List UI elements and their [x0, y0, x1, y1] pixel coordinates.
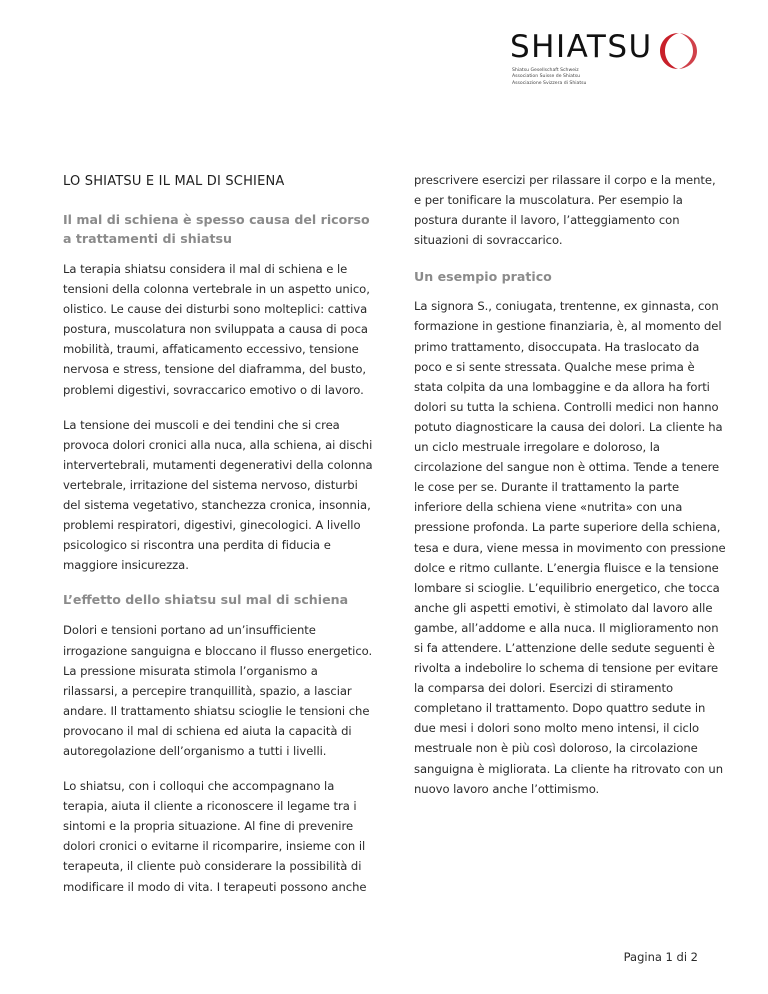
paragraph: La signora S., coniugata, trentenne, ex ginnasta, con formazione in gestione finanziaria, è, al momento del primo trattamento, disoccupata. Ha traslocato da poco e si sente stressata. Qualche mese prima è stata colpita da una lombaggine e da allora ha forti dolori su tutta la schiena. Controlli medici non hanno potuto diagnosticare la causa dei dolori. La cliente ha un ciclo mestruale irregolare e doloroso, la circolazione del sangue non è ottima. Tende a tenere le cose per se. Durante il trattamento la parte inferiore della schiena viene «nutrita» con una pressione profonda. La parte superiore della schiena, tesa e dura, viene messa in movimento con pressione dolce e ritmo cullante. L’energia fluisce e la tensione lombare si scioglie. L’equilibrio energetico, che tocca anche gli aspetti emotivi, è stimolato dal lavoro alle gambe, all’addome e alla nuca. Il miglioramento non si fa attendere. L’attenzione delle sedute seguenti è rivolta a indebolire lo schema di tensione per evitare la comparsa dei dolori. Esercizi di stiramento completano il trattamento. Dopo quattro sedute in due mesi i dolori sono molto meno intensi, il ciclo mestruale non è più così doloroso, la circolazione sanguigna è migliorata. La cliente ha ritrovato con un nuovo lavoro anche l’ottimismo. — [414, 299, 726, 796]
section-heading: Il mal di schiena è spesso causa del ricorso a trattamenti di shiatsu — [63, 212, 370, 246]
logo-subtitle — [512, 68, 586, 87]
page-number: Pagina 1 di 2 — [623, 950, 698, 964]
right-column — [414, 170, 726, 816]
paragraph: La tensione dei muscoli e dei tendini che si crea provoca dolori cronici alla nuca, alla schiena, ai dischi intervertebrali, mutamenti degenerativi della colonna vertebrale, irritazione del sistema nervoso, disturbi del sistema vegetativo, stanchezza cronica, insonnia, problemi respiratori, digestivi, ginecologici. A livello psicologico si riscontra una perdita di fiducia e maggiore insicurezza. — [63, 417, 373, 573]
paragraph: prescrivere esercizi per rilassare il corpo e la mente, e per tonificare la muscolatura. Per esempio la postura durante il lavoro, l’atteggiamento con situazioni di sovraccarico. — [414, 173, 716, 248]
logo — [510, 30, 720, 94]
section-heading: L’effetto dello shiatsu sul mal di schiena — [63, 592, 349, 608]
logo-wordmark: SHIATSU — [510, 29, 653, 65]
logo-line: Shiatsu Gesellschaft Schweiz — [512, 68, 579, 73]
logo-circle-icon — [656, 30, 702, 72]
document-title: LO SHIATSU E IL MAL DI SCHIENA — [63, 174, 285, 189]
paragraph: Lo shiatsu, con i colloqui che accompagnano la terapia, aiuta il cliente a riconoscere il legame tra i sintomi e la propria situazione. Al fine di prevenire dolori cronici o evitarne il ricomparire, insieme con il terapeuta, il cliente può considerare la possibilità di modificare il modo di vita. I terapeuti possono anche — [63, 779, 367, 894]
paragraph: La terapia shiatsu considera il mal di schiena e le tensioni della colonna vertebrale in un aspetto unico, olistico. Le cause dei disturbi sono molteplici: cattiva postura, muscolatura non sviluppata a causa di poca mobilità, traumi, affaticamento eccessivo, tensione nervosa e stress, tensione del diaframma, del busto, problemi digestivi, sovraccarico emotivo o di lavoro. — [63, 262, 370, 397]
logo-line: Association Suisse de Shiatsu — [512, 74, 581, 80]
section-heading: Un esempio pratico — [414, 269, 552, 285]
left-column — [63, 170, 375, 912]
paragraph: Dolori e tensioni portano ad un’insufficiente irrogazione sanguigna e bloccano il flusso energetico. La pressione misurata stimola l’organismo a rilassarsi, a percepire tranquillità, spazio, a lasciar andare. Il trattamento shiatsu scioglie le tensioni che provocano il mal di schiena ed aiuta la capacità di autoregolazione dell’organismo a tutti i livelli. — [63, 623, 373, 758]
logo-line: Associazione Svizzera di Shiatsu — [512, 80, 587, 86]
